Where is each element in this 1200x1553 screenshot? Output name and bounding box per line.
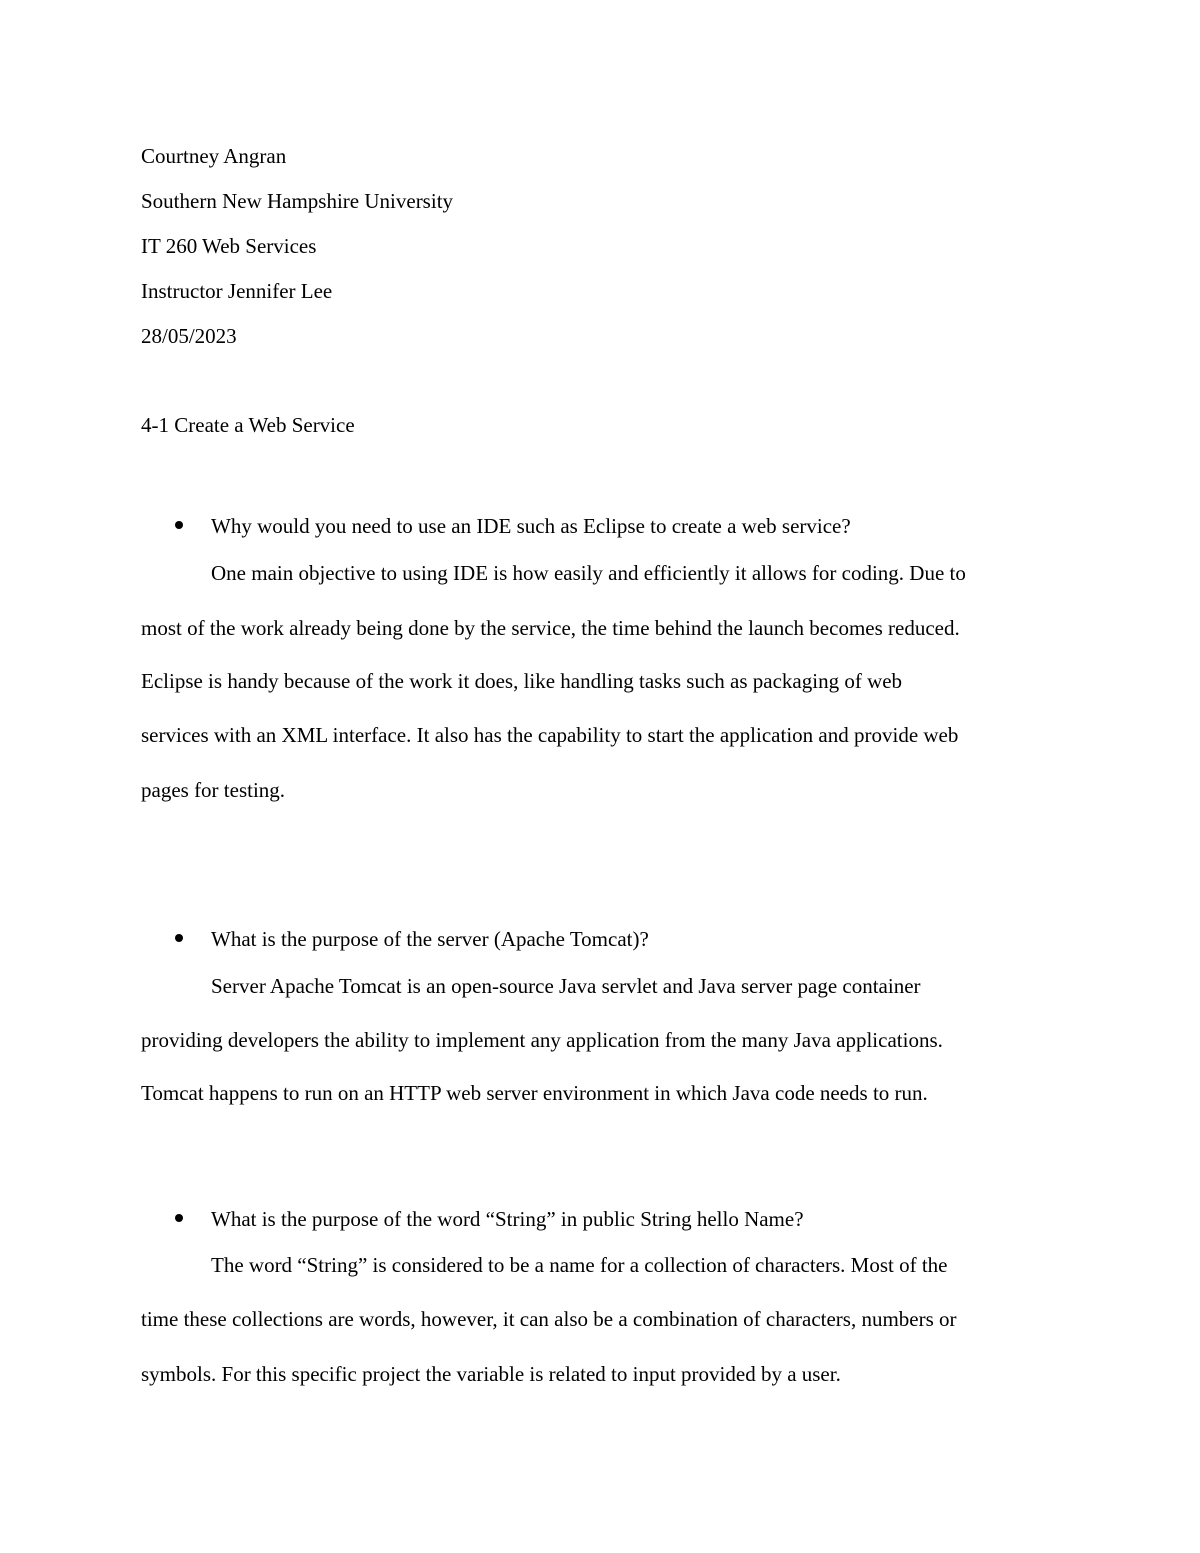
answer-2-line-2: providing developers the ability to implement any application from the many Java applications. [141, 1028, 943, 1052]
question-1: Why would you need to use an IDE such as Eclipse to create a web service? [211, 514, 851, 538]
submission-date: 28/05/2023 [141, 324, 237, 348]
university-name: Southern New Hampshire University [141, 189, 454, 213]
answer-3-line-1: The word “String” is considered to be a name for a collection of characters. Most of the [211, 1253, 948, 1277]
answer-3-line-3: symbols. For this specific project the variable is related to input provided by a user. [141, 1362, 841, 1386]
answer-1-line-5: pages for testing. [141, 778, 286, 802]
document-title: 4-1 Create a Web Service [141, 413, 355, 437]
course-name: IT 260 Web Services [141, 234, 317, 258]
bullet-icon [175, 521, 183, 529]
answer-1-line-4: services with an XML interface. It also has the capability to start the application and provide web [141, 723, 959, 747]
instructor-name: Instructor Jennifer Lee [141, 279, 333, 303]
answer-1-line-2: most of the work already being done by the service, the time behind the launch becomes reduced. [141, 616, 960, 640]
answer-3-line-2: time these collections are words, however, it can also be a combination of characters, numbers or [141, 1307, 957, 1331]
bullet-icon [175, 934, 183, 942]
question-3: What is the purpose of the word “String” in public String hello Name? [211, 1207, 804, 1231]
question-2: What is the purpose of the server (Apache Tomcat)? [211, 927, 649, 951]
answer-2-line-3: Tomcat happens to run on an HTTP web server environment in which Java code needs to run. [141, 1081, 928, 1105]
answer-1-line-3: Eclipse is handy because of the work it does, like handling tasks such as packaging of web [141, 669, 903, 693]
bullet-icon [175, 1214, 183, 1222]
author-name: Courtney Angran [141, 144, 287, 168]
answer-2-line-1: Server Apache Tomcat is an open-source Java servlet and Java server page container [211, 974, 921, 998]
answer-1-line-1: One main objective to using IDE is how easily and efficiently it allows for coding. Due to [211, 561, 966, 585]
